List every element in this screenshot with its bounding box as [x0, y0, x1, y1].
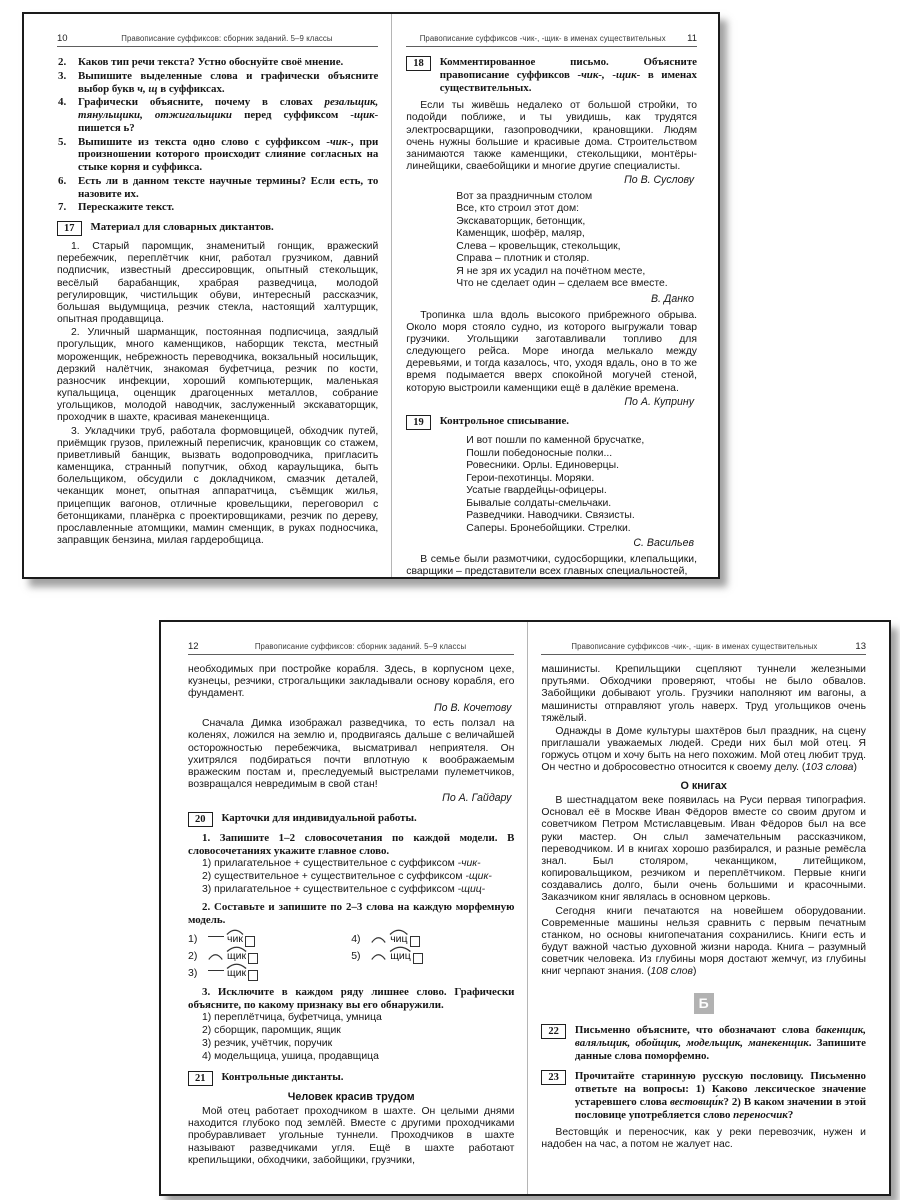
page-header: [57, 33, 378, 47]
text-paragraph: необходимых при постройке корабля. Здесь, в корпусном цехе, кузнецы, резчики, строгальщики закладывали основу корабля, его фундамент.: [188, 664, 515, 700]
page-header: [406, 33, 697, 47]
exercise-23: [541, 1070, 866, 1122]
poem-line: И вот пошли по каменной брусчатке,: [466, 435, 645, 447]
word-row: 1) переплётчица, буфетчица, умница: [202, 1011, 382, 1023]
running-title: Правописание суффиксов -чик-, -щик- в именах существительных: [419, 34, 666, 43]
morpheme-model-5: 5) щиц: [351, 948, 514, 965]
text-paragraph: Если ты живёшь недалеко от большой стройки, то подойди поближе, и ты увидишь, как трудятся электросварщики, газопроводчики, крановщики. Людям очень нужны большие и красивые дома. Строительством занимаются также каменщики, стекольщики, монтёры-линейщики, сваебойщики и многие другие специалисты.: [406, 100, 697, 173]
proverb-paragraph: Вестовщи́к и переносчик, как у реки перевозчик, нужен и надобен на час, а потом не жалует нас.: [541, 1127, 866, 1151]
poem-line: Пошли победоносные полки...: [466, 447, 613, 459]
poem-line: Что не сделает один – сделаем все вместе.: [456, 278, 668, 290]
poem-line: Я не зря их усадил на почётном месте,: [456, 265, 646, 277]
poem-line: Все, кто строил этот дом:: [456, 203, 579, 215]
poem-line: Слева – кровельщик, стекольщик,: [456, 240, 621, 252]
subtask-2: 2. Составьте и запишите по 2–3 слова на каждую морфемную модель.: [188, 900, 515, 926]
poem: [456, 191, 697, 291]
task-item-3: 3. Выпишите выделенные слова и графически объясните выбор букв ч, щ в суффиксах.: [58, 69, 379, 95]
exercise-number-box: 17: [57, 221, 82, 236]
dictation-heading: Человек красив трудом: [287, 1090, 415, 1103]
page-number: 12: [188, 641, 199, 652]
root-arc-mark: [371, 935, 389, 944]
subtask-1: 1. Запишите 1–2 словосочетания по каждой модели. В словосочетаниях укажите главное слово.: [188, 831, 515, 858]
root-arc-icon: [208, 952, 223, 960]
task-item-4: 4. Графически объясните, почему в словах резальщик, тянульщики, отжигальщики перед суффиксом -щик- пишется ь?: [58, 96, 379, 134]
task-item-2: 2. Каков тип речи текста? Устно обоснуйте своё мнение.: [58, 56, 344, 68]
exercise-title: Комментированное письмо. Объясните правописание суффиксов -чик-, -щик- в именах существительных.: [439, 56, 697, 95]
attribution: По В. Кочетову: [433, 701, 512, 714]
morpheme-model-1: 1) чик: [188, 931, 351, 948]
attribution: По А. Куприну: [624, 395, 694, 408]
exercise-number-box: 20: [188, 812, 213, 827]
text-paragraph: Тропинка шла вдоль высокого прибрежного обрыва. Около моря стояло судно, из которого выгружали товар грузчики. Угольщики заготавливали топливо для следующего рейса. Море иногда мелькало между деревьями, и тогда казалось, что, уходя вдаль, оно в то же время подымается вверх спокойной могучей стеной, которую выстроили каменщики ещё в далёкие времена.: [406, 309, 697, 394]
book-spread-bottom: [159, 620, 891, 1196]
text-paragraph: В семье были размотчики, судосборщики, клепальщики, сварщики – представители всех главных специальностей,: [406, 554, 697, 577]
page-number: 11: [687, 33, 697, 44]
poem-line: Герои-пехотинцы. Моряки.: [466, 472, 595, 484]
text-paragraph: Сначала Димка изображал разведчика, то есть ползал на коленях, ложился на землю и, продвигаясь дальше с величайшей осторожностью перебежчика, высматривал неприятеля. Он ухитрялся подбираться почти вплотную к воображаемым вражеским постам и, преследуемый выстрелами пулеметчиков, возвращался невредимым в свой стан!: [188, 718, 515, 791]
suffix-with-arc: чик: [226, 933, 244, 945]
word-row: 4) модельщица, ушица, продавщица: [202, 1051, 379, 1063]
page-header: [188, 641, 514, 655]
text-paragraph: В шестнадцатом веке появилась на Руси первая типография. Основал её в Москве Иван Фёдоров вместе со своим другом и советчиком Петром Мстиславцевым. Иван Фёдоров был на все руки мастер. Он слыл замечательным рассказчиком, переводчиком. И в книгах хорошо разбирался, и разные ремёсла знал. Был столяром, чеканщиком, литейщиком, копировальщиком, резчиком и переплётчиком. Первые книги создавались долго, были очень большими и красочными. Заказчиком книг являлась в основном церковь.: [541, 795, 866, 904]
exercise-20: [188, 812, 514, 827]
dictation-paragraph-2: 2. Уличный шарманщик, постоянная подписчица, заядлый прогульщик, много каменщиков, наборщик текста, местный мороженщик, небрежность переводчика, вокзальный носильщик, дерзкий налётчик, знакомая буфетчица, резчик по кости, разносчик инфекции, хороший компьютерщик, маленькая купальщица, оценщик драгоценных металлов, собрание угольщиков, молодой наводчик, заслуженный экскаваторщик, проходчик в шахте, красивая манекенщица.: [57, 327, 379, 424]
text-paragraph: машинисты. Крепильщики сцепляют туннели железными прутьями. Обходчики проверяют, чтобы не было обвалов. Забойщики добывают уголь. Грузчики наполняют им вагоны, а машинисты отправляют уголь наверх. Труд угольщиков очень тяжёлый.: [541, 664, 866, 724]
suffix-with-arc: щик: [226, 950, 247, 962]
task-item-6: 6. Есть ли в данном тексте научные термины? Если есть, то назовите их.: [58, 174, 379, 200]
morpheme-model-4: 4) чиц: [351, 931, 514, 948]
exercise-title: Контрольные диктанты.: [221, 1070, 344, 1083]
text-paragraph: Сегодня книги печатаются на новейшем оборудовании. Современные машины нельзя сравнить с первым печатным станком, но основы книгопечатания сохранились. Книги есть и будут важной частью духовной жизни народа. Книга – разумный советчик человека. Из глубины моря достают жемчуг, из глубины книг черпают знания. (108 слов): [541, 905, 866, 978]
attribution: В. Данко: [650, 292, 694, 305]
suffix-with-arc: щиц: [389, 950, 412, 962]
poem-line: Вот за праздничным столом: [456, 190, 593, 202]
page-header: [541, 641, 866, 655]
root-arc-icon: [371, 935, 386, 943]
root-line-mark: [208, 969, 226, 978]
page-10: [24, 14, 391, 577]
exercise-21: [188, 1071, 514, 1086]
exercise-18: [406, 56, 697, 95]
attribution: По В. Суслову: [624, 174, 694, 187]
poem-line: Усатые гвардейцы-офицеры.: [466, 485, 607, 497]
model-list-item: 2) существительное + существительное с суффиксом -щик-: [202, 871, 492, 883]
root-line-mark: [208, 935, 226, 944]
suffix-arc-icon: [226, 945, 247, 952]
section-level-badge: Б: [694, 993, 714, 1014]
page-12: [161, 622, 527, 1194]
exercise-19: [406, 415, 697, 430]
poem-line: Бывалые солдаты-смельчаки.: [466, 497, 612, 509]
root-arc-icon: [371, 952, 386, 960]
root-arc-mark: [208, 952, 226, 961]
exercise-number-box: 18: [406, 56, 431, 71]
exercise-title: Письменно объясните, что обозначают слова бакенщик, валяльщик, обойщик, модельщик, манекенщик. Запишите данные слова поморфемно.: [574, 1023, 866, 1062]
model-list-item: 1) прилагательное + существительное с суффиксом -чик-: [202, 858, 481, 870]
suffix-with-arc: щик: [226, 967, 247, 979]
exercise-number-box: 21: [188, 1071, 213, 1086]
task-item-5: 5. Выпишите из текста одно слово с суффиксом -чик-, при произношении которого происходит слияние согласных на стыке корня и суффикса.: [58, 135, 379, 173]
exercise-title: Материал для словарных диктантов.: [90, 221, 274, 233]
running-title: Правописание суффиксов: сборник заданий. 5–9 классы: [254, 642, 467, 651]
book-spread-top: [22, 12, 720, 579]
page-number: 13: [855, 641, 866, 652]
dictation-paragraph-3: 3. Укладчики труб, работала формовщицей, обходчик путей, приёмщик грузов, прилежный переписчик, крановщик со стажем, приветливый банщик, вызвать водопроводчика, пригласить каменщика, странный попутчик, обход караульщика, быть болельщиком, обсудили с докладчиком, смазчик деталей, чеканщик монет, опытная аппаратчица, съёмщик жилья, прицепщик вагонов, отличные кровельщики, переговорил с бетонщиками, планёрка с проектировщиками, резчик по дереву, прославленные атомщики, мамин сменщик, в руках подносчика, заправщик бензина, милая гардеробщица.: [57, 425, 379, 547]
poem-line: Экскаваторщик, бетонщик,: [456, 215, 586, 227]
poem: [466, 435, 697, 535]
suffix-arc-icon: [389, 945, 412, 952]
exercise-17: [57, 221, 378, 236]
exercise-title: Контрольное списывание.: [439, 415, 570, 428]
suffix-arc-icon: [226, 928, 244, 935]
page-number: 10: [57, 33, 68, 44]
suffix-arc-icon: [226, 962, 247, 969]
poem-line: Ровесники. Орлы. Единоверцы.: [466, 460, 619, 472]
word-row: 2) сборщик, паромщик, ящик: [202, 1025, 341, 1037]
poem-line: Каменщик, шофёр, маляр,: [456, 228, 585, 240]
running-title: Правописание суффиксов: сборник заданий. 5–9 классы: [121, 34, 333, 43]
page-13: [528, 622, 889, 1194]
exercise-22: [541, 1024, 866, 1063]
word-row: 3) резчик, учётчик, поручик: [202, 1038, 333, 1050]
text-paragraph: Мой отец работает проходчиком в шахте. Он целыми днями находится глубоко под землёй. Вместе с другими проходчиками пробуравливает угольные туннели. Проходчиков в шахте называют разведчиками угля. Ещё в шахте работают крепильщики, обходчики, забойщики, грузчики,: [188, 1106, 515, 1166]
morpheme-model-2: 2) щик: [188, 948, 351, 965]
poem-line: Саперы. Бронебойщики. Стрелки.: [466, 522, 631, 534]
exercise-title: Карточки для индивидуальной работы.: [221, 811, 417, 824]
attribution: С. Васильев: [633, 537, 694, 550]
morpheme-model-3: 3) щик: [188, 965, 351, 982]
root-arc-mark: [371, 952, 389, 961]
ending-box: [413, 953, 423, 964]
dictation-paragraph-1: 1. Старый паромщик, знаменитый гонщик, вражеский перебежчик, переплётчик книг, работал грузчиком, давний подписчик, известный дрессировщик, опытный стекольщик, весёлый барабанщик, храбрая разведчица, молодой регулировщик, чистильщик обуви, интересный рассказчик, большая выдумщица, резчик стекла, настоящий халтурщик, опытная продавщица.: [57, 241, 379, 326]
poem-line: Справа – плотник и столяр.: [456, 253, 590, 265]
morpheme-models: [188, 931, 514, 982]
ending-box: [248, 953, 258, 964]
exercise-number-box: 22: [541, 1024, 566, 1039]
suffix-arc-icon: [389, 928, 408, 935]
suffix-with-arc: чиц: [389, 933, 408, 945]
model-list-item: 3) прилагательное + существительное с суффиксом -щиц-: [202, 884, 486, 896]
task-item-7: 7. Перескажите текст.: [58, 201, 175, 214]
exercise-number-box: 19: [406, 415, 431, 430]
ending-box: [248, 970, 258, 981]
text-paragraph: Однажды в Доме культуры шахтёров был праздник, на сцену приглашали уважаемых людей. Среди них был мой отец. Я горжусь отцом и хочу быть на него похожим. Мой отец любит труд. Он честно и добросовестно относится к своему делу. (103 слова): [541, 725, 866, 774]
attribution: По А. Гайдару: [442, 792, 512, 805]
poem-line: Разведчики. Наводчики. Связисты.: [466, 510, 635, 522]
exercise-title: Прочитайте старинную русскую пословицу. Письменно ответьте на вопросы: 1) Каково лексическое значение устаревшего слова вестовщи́к? 2) В каком значении в этой пословице употребляется слово переносчик?: [574, 1069, 867, 1122]
exercise-number-box: 23: [541, 1070, 566, 1085]
subtask-3: 3. Исключите в каждом ряду лишнее слово. Графически объясните, по какому признаку вы его обнаружили.: [188, 985, 515, 1011]
running-title: Правописание суффиксов -чик-, -щик- в именах существительных: [571, 642, 818, 651]
page-11: [392, 14, 718, 577]
dictation-heading: О книгах: [680, 779, 727, 792]
